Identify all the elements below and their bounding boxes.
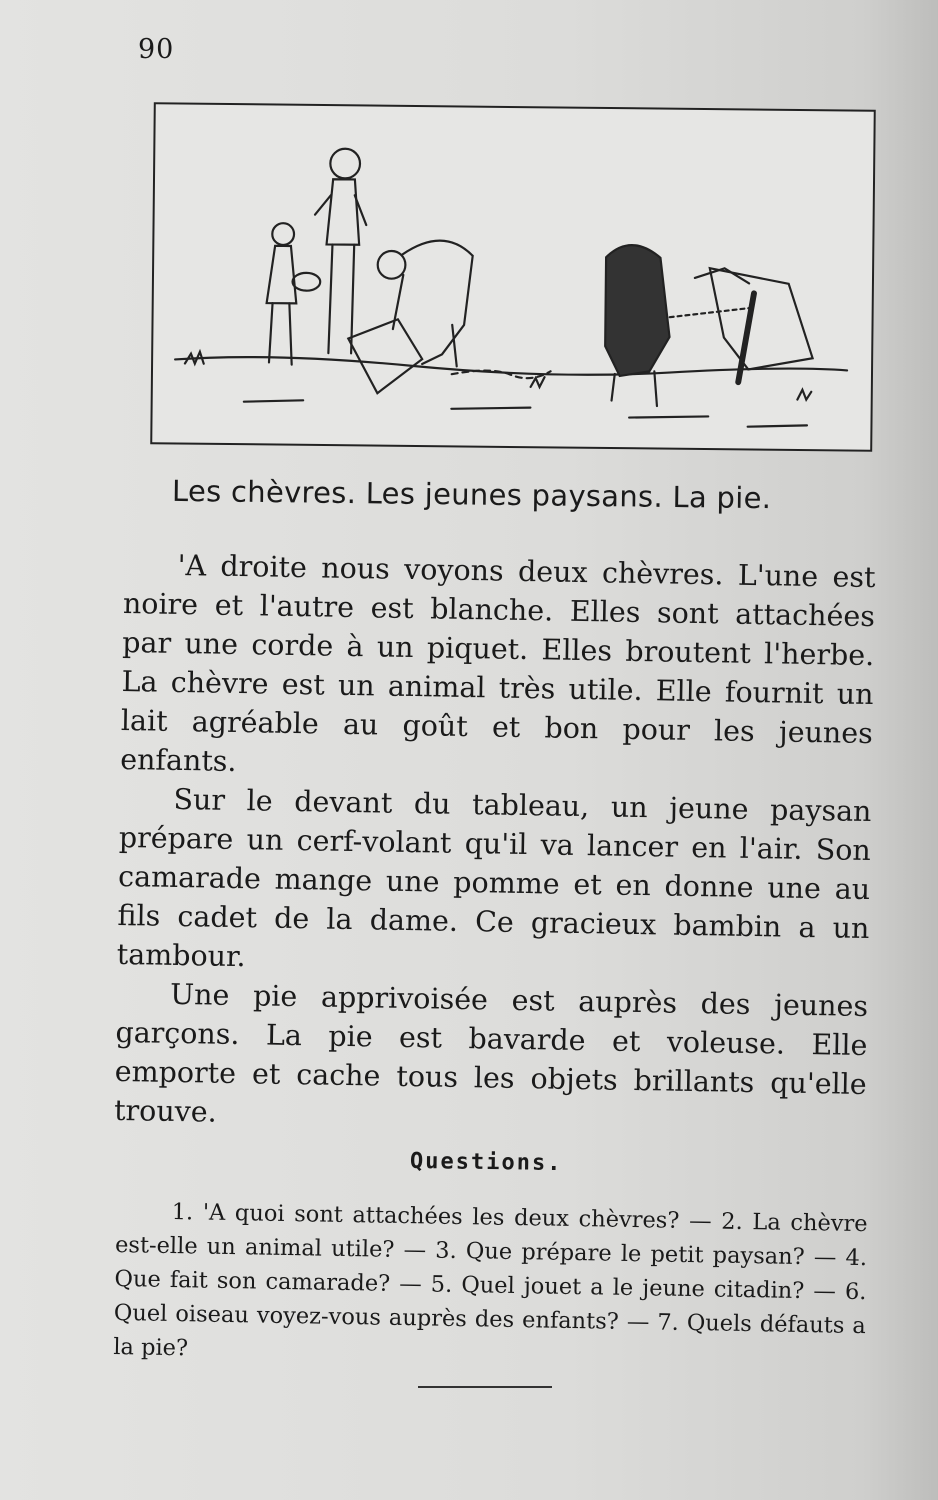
paragraph-magpie: Une pie apprivoisée est auprès des jeunes garçons. La pie est bavarde et voleuse. Elle emporte et cache tous les objets brillants qu'elle trouve. bbox=[113, 977, 869, 1129]
questions-heading: Questions. bbox=[409, 1148, 563, 1177]
body-text bbox=[114, 545, 876, 1143]
goats-children-kite-illustration-icon bbox=[152, 104, 874, 450]
illustration-caption: Les chèvres. Les jeunes paysans. La pie. bbox=[171, 473, 772, 516]
paragraph-goats: 'A droite nous voyons deux chèvres. L'une est noire et l'autre est blanche. Elles sont attachées par une corde à un piquet. Elles broutent l'herbe. La chèvre est un animal très utile. Elle fournit un lait agréable au goût et bon pour les jeunes enfants. bbox=[119, 548, 876, 778]
questions-body: 1. 'A quoi sont attachées les deux chèvres? — 2. La chèvre est-elle un animal utile? — 3. Que prépare le petit paysan? — 4. Que fait son camarade? — 5. Quel jouet a le jeune citadin? — 6. Quel oiseau voyez-vous auprès des enfants? — 7. Quels défauts a la pie? bbox=[113, 1198, 868, 1362]
page-number: 90 bbox=[138, 34, 175, 65]
illustration bbox=[150, 102, 876, 452]
end-divider bbox=[418, 1386, 552, 1388]
paragraph-peasants: Sur le devant du tableau, un jeune paysan prépare un cerf-volant qu'il va lancer en l'air. Son camarade mange une pomme et en donne une au fils cadet de la dame. Ce gracieux bambin a un tambour. bbox=[116, 782, 872, 974]
questions-list bbox=[113, 1194, 868, 1377]
